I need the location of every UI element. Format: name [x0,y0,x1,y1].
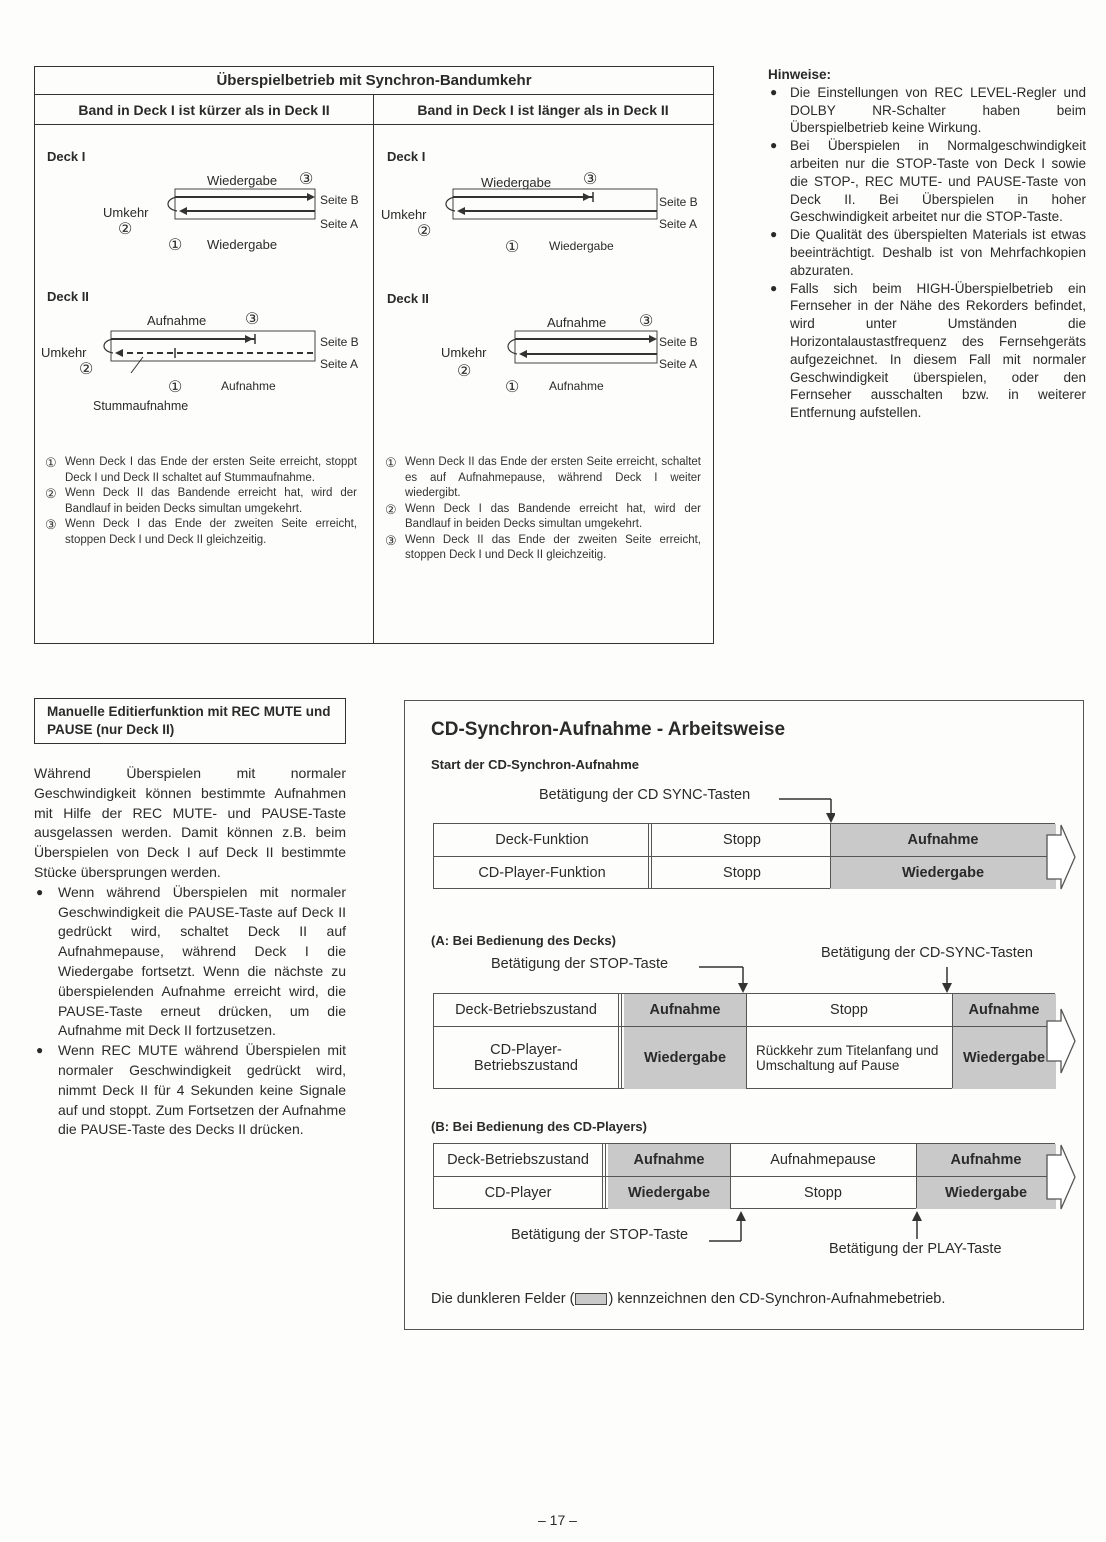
left-deck2-circ3: ③ [245,311,260,328]
cd-b-stop-arrow [705,1209,755,1249]
cd-a-r2c1: CD-Player- Betriebszustand [474,1042,578,1074]
cd-a-trigger-sync: Betätigung der CD-SYNC-Tasten [821,945,1033,961]
right-deck1-umkehr: Umkehr [381,207,427,222]
right-deck2-circ1: ① [505,379,520,396]
right-deck2-umkehr: Umkehr [441,345,487,360]
left-deck2-umkehr: Umkehr [41,345,87,360]
cd-start-r2c2: Stopp [723,865,761,881]
cd-start-r2c3: Wiedergabe [830,857,1056,889]
cd-a-r1c2: Aufnahme [624,994,746,1026]
left-deck2-seite-b: Seite B [320,335,359,349]
manual-edit-intro: Während Überspielen mit normaler Geschwindigkeit können bestimmte Aufnahmen mit Hilfe der REC MUTE- und PAUSE-Taste ausgelassen werden. Damit können z.B. beim Überspielen von Deck I auf Deck II bestimmte Stücke übersprungen werden. [34,765,346,880]
cd-sync-title: CD-Synchron-Aufnahme - Arbeitsweise [431,719,786,740]
cd-b-r1c1: Deck-Betriebszustand [447,1152,589,1168]
right-deck2-seite-b: Seite B [659,335,698,349]
left-deck2-circ2: ② [79,361,94,378]
cd-a-r2c4: Wiedergabe [952,1027,1056,1089]
cd-a-heading: (A: Bei Bedienung des Decks) [431,933,616,948]
left-deck1-seite-a: Seite A [320,217,359,231]
cd-b-r2c4: Wiedergabe [916,1177,1056,1209]
left-deck2-seite-a: Seite A [320,357,359,371]
cd-footer-note: Die dunkleren Felder ( ) kennzeichnen den CD-Synchron-Aufnahmebetrieb. [431,1291,946,1307]
cd-b-continue-arrow [1045,1143,1079,1211]
right-note-3: ③ Wenn Deck II das Ende der zweiten Seite erreicht, stoppen Deck I und Deck II gleichzeitig. [385,532,701,561]
cd-start-continue-arrow [1045,823,1079,891]
right-deck2-top-label: Aufnahme [547,315,607,330]
manual-edit-title-box: Manuelle Editierfunktion mit REC MUTE und PAUSE (nur Deck II) [34,698,346,744]
left-deck1-label: Deck I [47,149,86,164]
cd-start-r2c1: CD-Player-Funktion [478,865,606,881]
cd-b-heading: (B: Bei Bedienung des CD-Players) [431,1119,647,1134]
hinweise-heading: Hinweise: [768,67,832,82]
cd-start-trigger-arrow [775,793,835,825]
cd-start-grid [433,823,1055,889]
left-deck1-bottom-label: Wiedergabe [207,237,278,252]
cd-b-r2c2: Wiedergabe [608,1177,730,1209]
cd-b-r2c1: CD-Player [484,1185,552,1201]
right-deck1-seite-a: Seite A [659,217,698,231]
sync-reverse-table [34,66,714,644]
cd-a-r2c2: Wiedergabe [624,1027,746,1089]
hinweise-section [768,66,1086,422]
manual-edit-body [34,764,346,1140]
cd-b-r2c3: Stopp [804,1185,842,1201]
right-deck1-top-label: Wiedergabe [481,175,552,190]
dark-field-swatch [575,1293,607,1305]
right-note-2: ② Wenn Deck I das Bandende erreicht hat, wird der Bandlauf in beiden Decks simultan umgekehrt. [385,501,701,530]
left-deck2-bottom-label: Aufnahme [221,379,276,393]
right-deck1-circ1: ① [505,239,520,256]
cd-a-r1c1: Deck-Betriebszustand [455,1002,597,1018]
cd-start-heading: Start der CD-Synchron-Aufnahme [431,757,640,772]
page-number: – 17 – [538,1512,577,1528]
left-deck1-umkehr: Umkehr [103,205,149,220]
right-deck2-seite-a: Seite A [659,357,698,371]
cd-a-sync-arrow [937,965,957,995]
right-deck1-seite-b: Seite B [659,195,698,209]
right-deck2-circ2: ② [457,363,472,380]
cd-sync-box [404,700,1084,1330]
left-deck2-top-label: Aufnahme [147,313,207,328]
manual-edit-item: ● Wenn REC MUTE während Überspielen mit normaler Geschwindigkeit gedrückt wird, nimmt Deck II für 4 Sekunden keine Signale auf und stoppt. Zum Fortsetzen der Aufnahme die PAUSE-Taste des Decks II drücken. [36,1042,346,1138]
left-notes [45,455,357,548]
right-note-1: ① Wenn Deck II das Ende der ersten Seite erreicht, schaltet es auf Aufnahmepause, während Deck I weiter wiedergibt. [385,455,701,499]
hinweise-item: ● Die Einstellungen von REC LEVEL-Regler und DOLBY NR-Schalter haben beim Überspielbetrieb keine Wirkung. [770,84,1086,136]
cd-start-r1c2: Stopp [723,832,761,848]
hinweise-item: ● Bei Überspielen in Normalgeschwindigkeit arbeiten nur die STOP-Taste von Deck I sowie die STOP-, REC MUTE- und PAUSE-Taste von Deck II. Bei Überspielen in hoher Geschwindigkeit arbeitet nur die STOP-Taste. [770,138,1086,225]
cd-start-trigger: Betätigung der CD SYNC-Tasten [539,787,751,803]
left-column-header: Band in Deck I ist kürzer als in Deck II [35,95,373,125]
right-column-header: Band in Deck I ist länger als in Deck II [373,95,713,125]
cd-a-r2c3: Rückkehr zum Titelanfang und Umschaltung auf Pause [756,1043,939,1073]
left-deck1-diagram [35,163,373,253]
right-deck2-diagram [373,307,713,397]
left-deck2-label: Deck II [47,289,89,304]
manual-edit-item: ● Wenn während Überspielen mit normaler Geschwindigkeit die PAUSE-Taste auf Deck II gedrückt wird, schaltet Deck II auf Aufnahmepause, während Deck I die Wiedergabe fortsetzt. Wenn die nächste zu überspielenden Aufnahme erreicht wird, die PAUSE-Taste erneut drücken, um die Aufnahme mit Deck II fortzusetzen. [36,883,346,1039]
cd-a-r1c3: Stopp [830,1002,868,1018]
cd-b-grid [433,1143,1055,1209]
left-deck1-top-label: Wiedergabe [207,173,278,188]
right-deck2-circ3: ③ [639,313,654,330]
cd-a-continue-arrow [1045,993,1079,1091]
hinweise-item: ● Die Qualität des überspielten Materials ist etwas beeinträchtigt. Deshalb ist von Mehrfachkopien abzuraten. [770,227,1086,278]
right-deck1-label: Deck I [387,149,426,164]
cd-b-trigger-stop: Betätigung der STOP-Taste [511,1227,689,1243]
hinweise-item: ● Falls sich beim HIGH-Überspielbetrieb ein Fernseher in der Nähe des Rekorders befindet, wird unter Umständen die Horizontalaustastfrequenz des Fernsehgeräts aufgezeichnet. In diesem Fall mit normaler Geschwindigkeit überspielen, oder den Fernseher ausschalten bzw. in weiterer Entfernung aufstellen. [770,280,1086,421]
left-note-2: ② Wenn Deck II das Bandende erreicht hat, wird der Bandlauf in beiden Decks simultan umgekehrt. [45,486,357,515]
right-deck2-bottom-label: Aufnahme [549,379,604,393]
right-deck1-circ2: ② [417,223,432,240]
cd-a-trigger-stop: Betätigung der STOP-Taste [491,956,669,972]
left-deck2-circ1: ① [168,379,183,396]
cd-b-r1c3: Aufnahmepause [770,1152,876,1168]
right-deck1-bottom-label: Wiedergabe [549,239,614,253]
sync-reverse-title: Überspielbetrieb mit Synchron-Bandumkehr [35,67,713,95]
cd-a-grid [433,993,1055,1089]
cd-b-r1c4: Aufnahme [916,1144,1056,1176]
left-note-3: ③ Wenn Deck I das Ende der zweiten Seite erreicht, stoppen Deck I und Deck II gleichzeitig. [45,517,357,546]
left-deck1-circ3: ③ [299,171,314,188]
right-deck1-circ3: ③ [583,171,598,188]
cd-b-play-arrow [907,1209,927,1241]
cd-b-r1c2: Aufnahme [608,1144,730,1176]
left-deck1-circ2: ② [118,221,133,238]
left-deck1-circ1: ① [168,237,183,254]
cd-start-r1c3: Aufnahme [830,824,1056,856]
right-deck2-label: Deck II [387,291,429,306]
cd-a-stop-arrow [695,961,755,995]
right-notes [385,455,701,564]
left-stumm-label: Stummaufnahme [93,399,189,413]
cd-b-trigger-play: Betätigung der PLAY-Taste [829,1241,1002,1257]
left-deck1-seite-b: Seite B [320,193,359,207]
cd-start-r1c1: Deck-Funktion [495,832,589,848]
left-note-1: ① Wenn Deck I das Ende der ersten Seite erreicht, stoppt Deck I und Deck II schaltet auf Stummaufnahme. [45,455,357,484]
cd-a-r1c4: Aufnahme [952,994,1056,1026]
